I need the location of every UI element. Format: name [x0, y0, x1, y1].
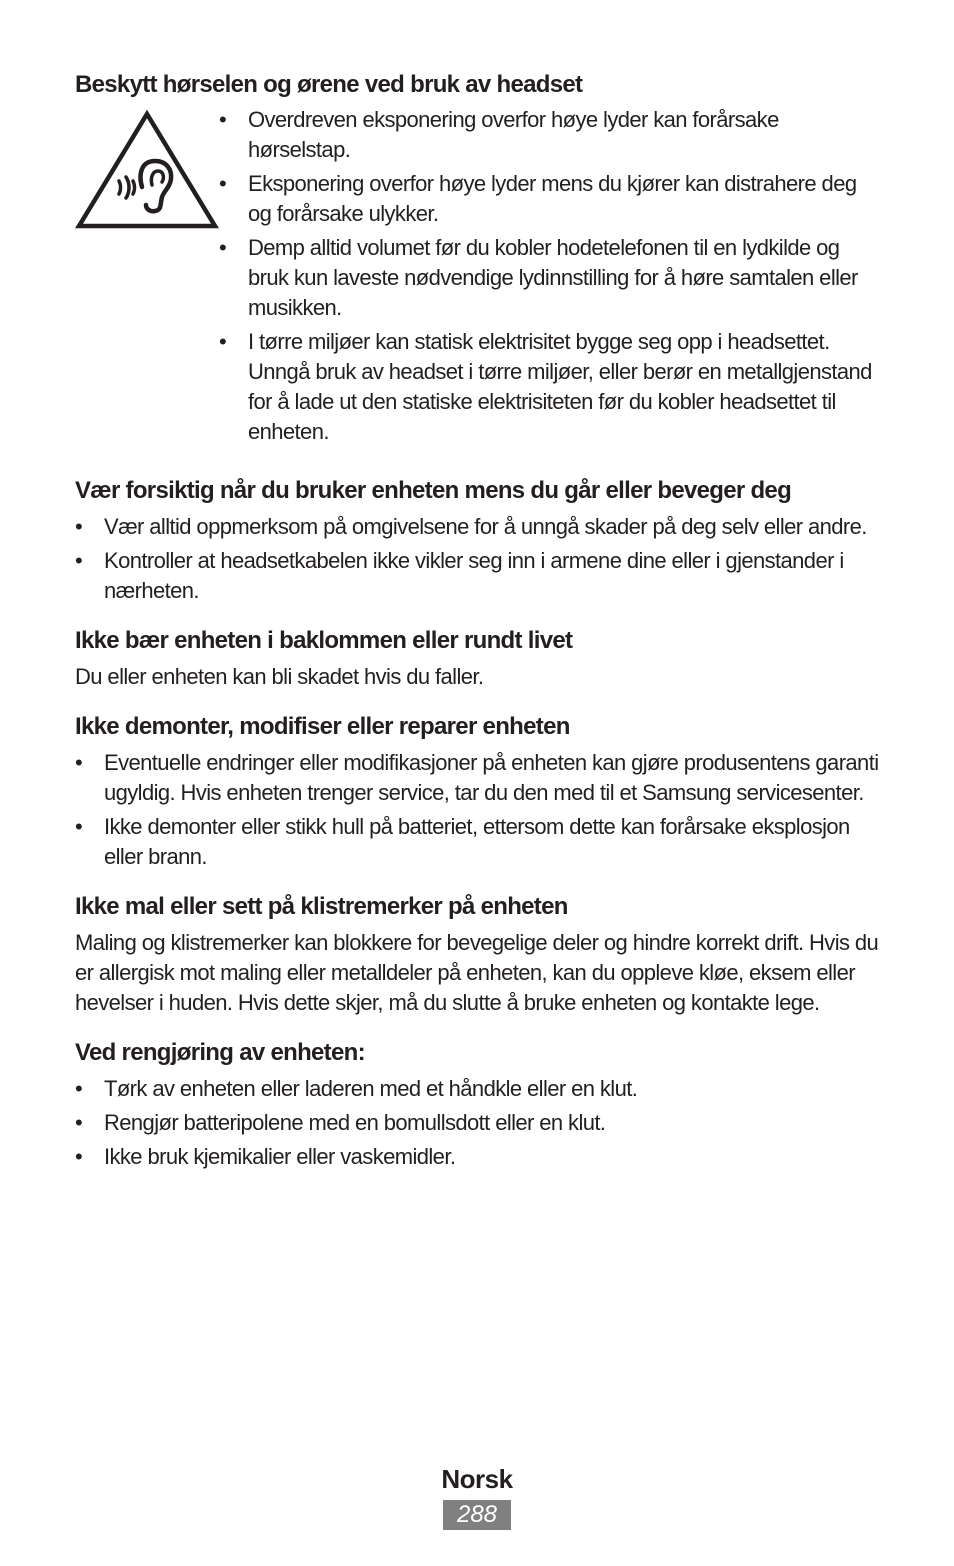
section-no-paint-stickers — [75, 892, 885, 1018]
footer-language: Norsk — [441, 1464, 513, 1494]
bullet-list — [75, 748, 885, 872]
list-item: • Kontroller at headsetkabelen ikke vikler seg inn i armene dine eller i gjenstander i nærheten. — [75, 546, 885, 606]
bullet-list — [75, 512, 885, 606]
hearing-warning-icon — [75, 109, 219, 451]
section-back-pocket — [75, 626, 885, 692]
list-item: • Eksponering overfor høye lyder mens du kjører kan distrahere deg og forårsake ulykker. — [219, 169, 885, 229]
section-cleaning — [75, 1038, 885, 1172]
page-footer — [0, 1462, 954, 1530]
section-walking-caution — [75, 476, 885, 606]
list-item: • Demp alltid volumet før du kobler hodetelefonen til en lydkilde og bruk kun laveste nødvendige lydinnstilling for å høre samtalen eller musikken. — [219, 233, 885, 323]
list-item: • I tørre miljøer kan statisk elektrisitet bygge seg opp i headsettet. Unngå bruk av headset i tørre miljøer, eller berør en metallgjenstand for å lade ut den statiske elektrisiteten før du kobler headsettet til enheten. — [219, 327, 885, 447]
list-item: • Eventuelle endringer eller modifikasjoner på enheten kan gjøre produsentens garanti ugyldig. Hvis enheten trenger service, tar du den med til et Samsung servicesenter. — [75, 748, 885, 808]
list-item: • Overdreven eksponering overfor høye lyder kan forårsake hørselstap. — [219, 105, 885, 165]
section-text: Du eller enheten kan bli skadet hvis du faller. — [75, 664, 484, 689]
section-text: Maling og klistremerker kan blokkere for bevegelige deler og hindre korrekt drift. Hvis du er allergisk mot maling eller metalldeler på enheten, kan du oppleve kløe, eksem eller hevelser i huden. Hvis dette skjer, må du slutte å bruke enheten og kontakte lege. — [75, 930, 879, 1015]
section-heading: Ikke bær enheten i baklommen eller rundt livet — [75, 627, 573, 654]
section-heading: Beskytt hørselen og ørene ved bruk av headset — [75, 71, 583, 98]
section-heading: Ved rengjøring av enheten: — [75, 1039, 365, 1066]
list-item: • Ikke demonter eller stikk hull på batteriet, ettersom dette kan forårsake eksplosjon eller brann. — [75, 812, 885, 872]
list-item: • Rengjør batteripolene med en bomullsdott eller en klut. — [75, 1108, 885, 1138]
list-item: • Tørk av enheten eller laderen med et håndkle eller en klut. — [75, 1074, 885, 1104]
section-heading: Ikke demonter, modifiser eller reparer enheten — [75, 713, 570, 740]
section-hearing-protection — [75, 70, 885, 451]
section-heading: Vær forsiktig når du bruker enheten mens du går eller beveger deg — [75, 477, 792, 504]
list-item: • Vær alltid oppmerksom på omgivelsene for å unngå skader på deg selv eller andre. — [75, 512, 885, 542]
page-number: 288 — [443, 1500, 511, 1530]
bullet-list — [219, 105, 885, 451]
document-page — [75, 70, 885, 1176]
list-item: • Ikke bruk kjemikalier eller vaskemidler. — [75, 1142, 885, 1172]
section-no-disassembly — [75, 712, 885, 872]
section-heading: Ikke mal eller sett på klistremerker på enheten — [75, 893, 568, 920]
bullet-list — [75, 1074, 885, 1172]
